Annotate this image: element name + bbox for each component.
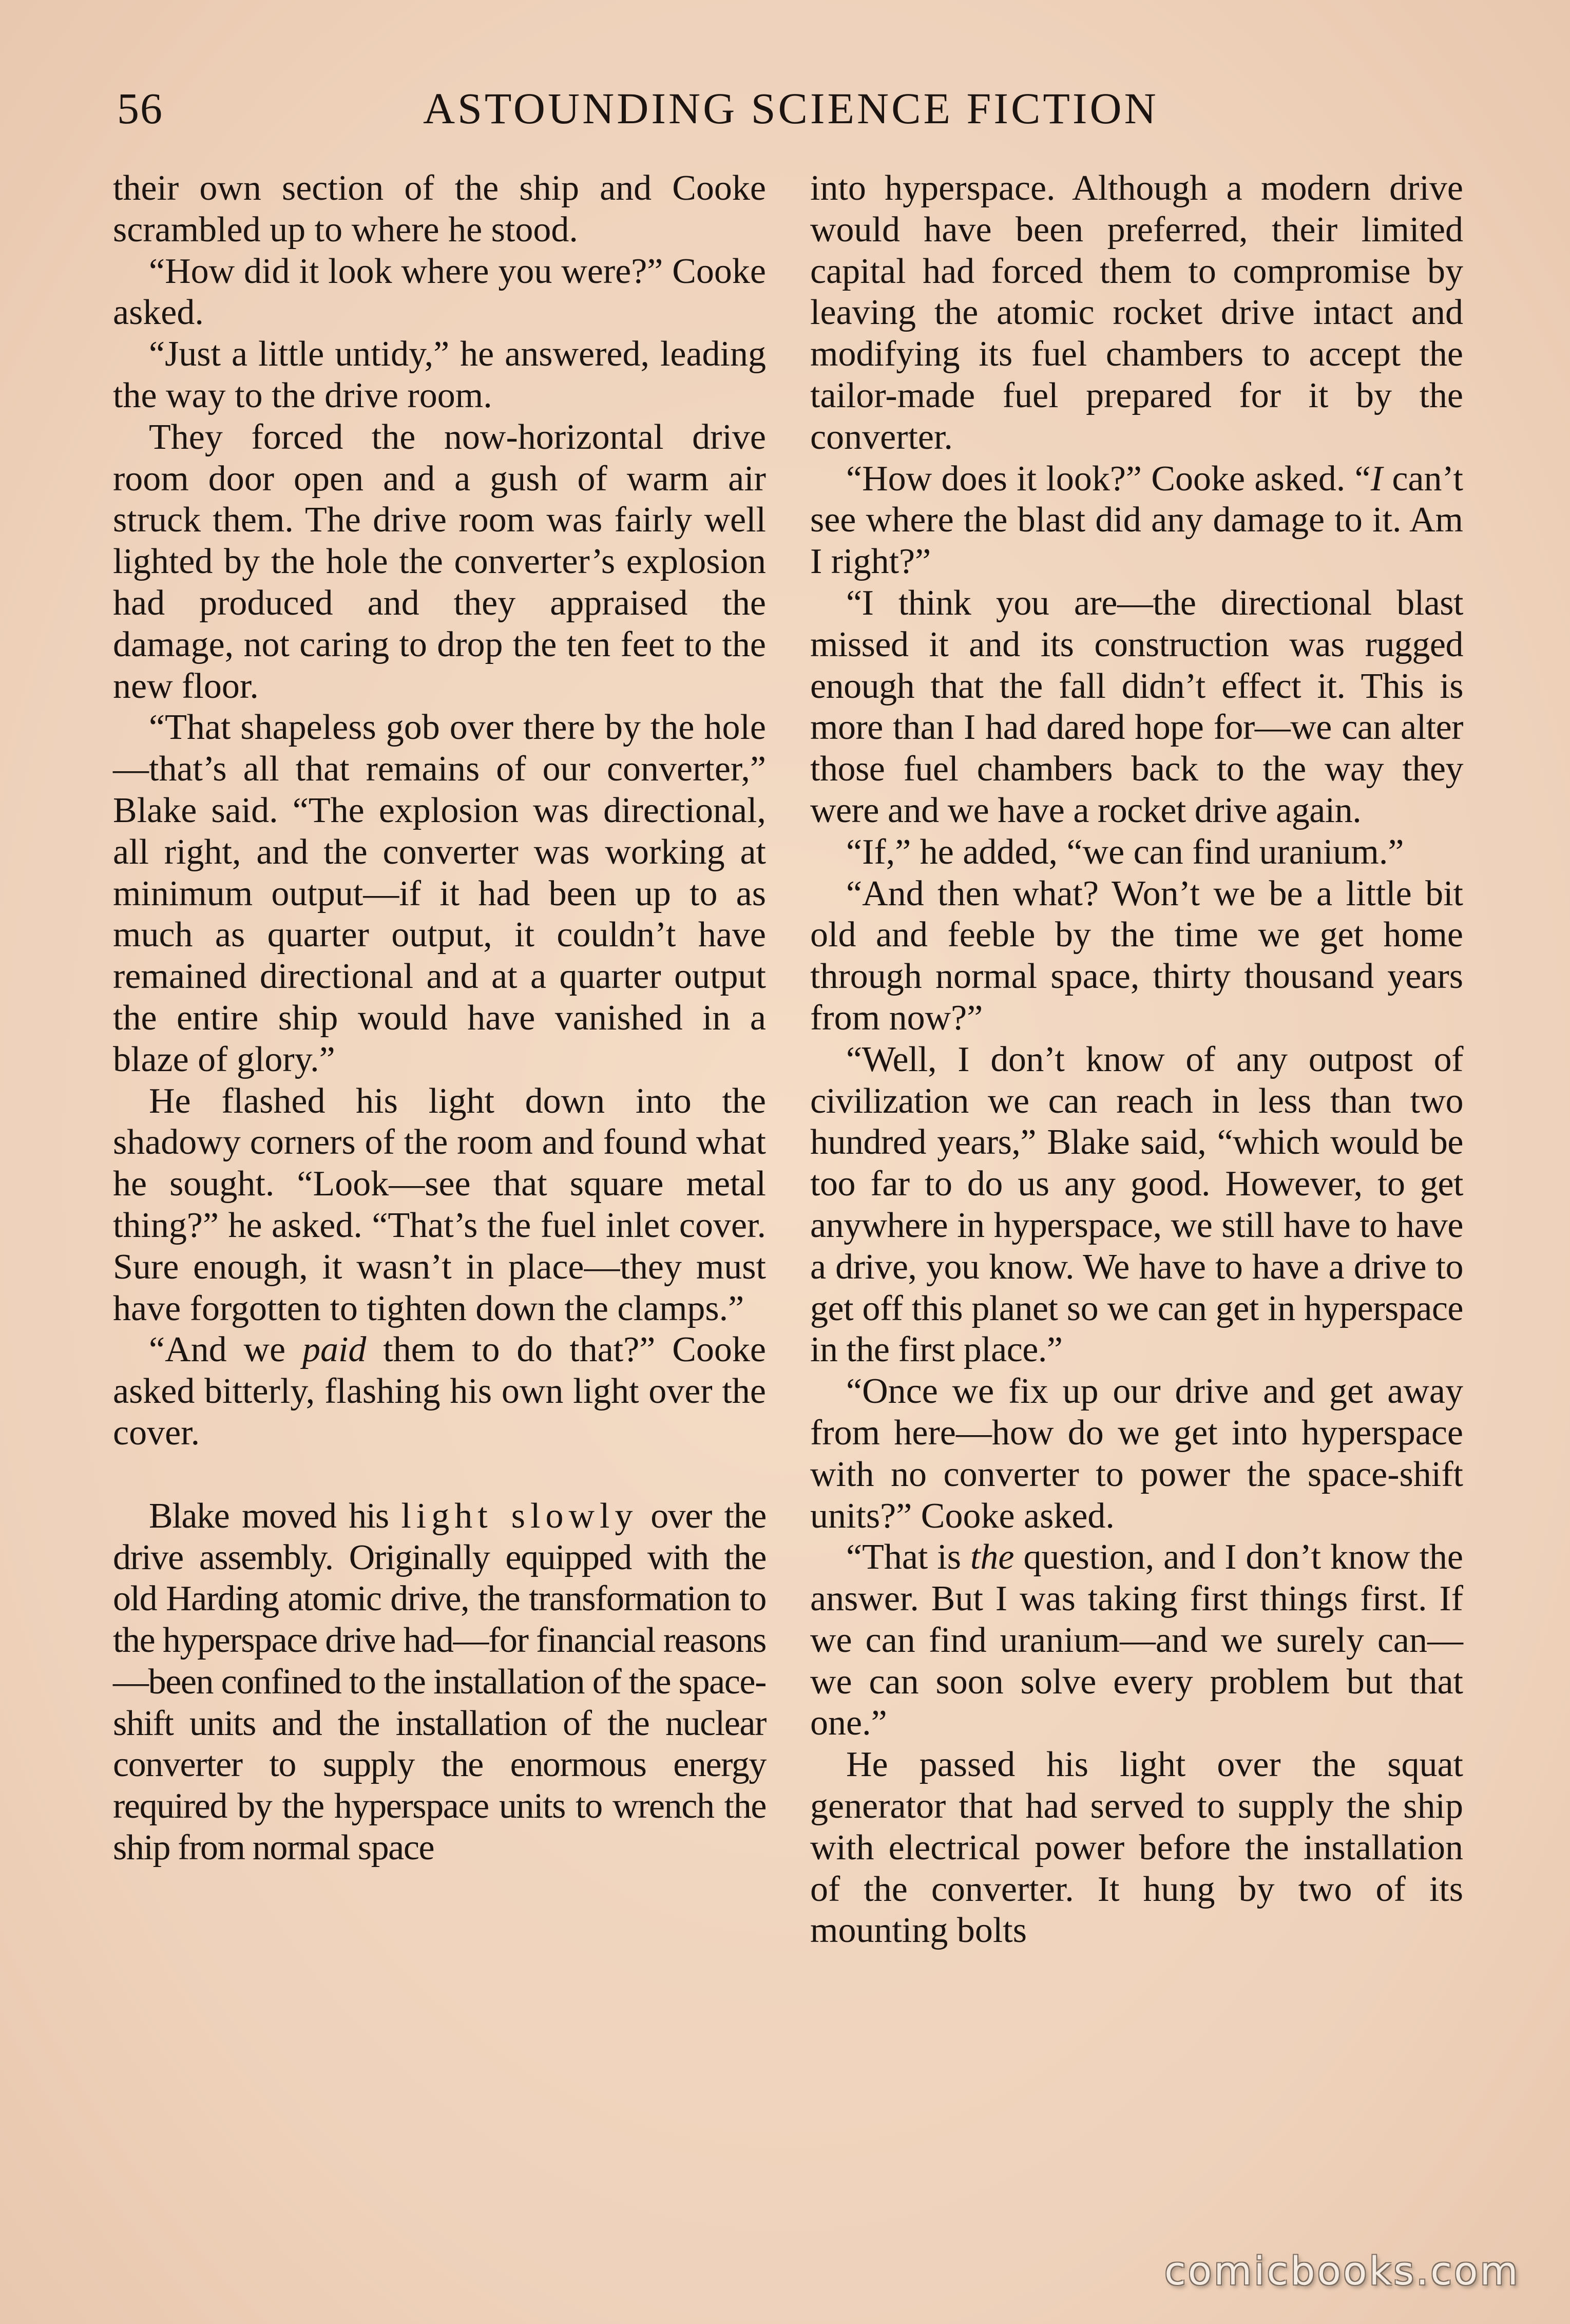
running-head: ASTOUNDING SCIENCE FICTION xyxy=(423,84,1159,133)
right-column xyxy=(810,168,1463,1952)
text-run: can’t see where the blast did any damage to it. Am I right?” xyxy=(810,459,1463,582)
paragraph: “If,” he added, “we can find uranium.” xyxy=(846,832,1404,872)
paragraph: They forced the now-horizontal drive room door open and a gush of warm air struck them. The drive room was fairly well lighted by the hole the converter’s explosion had produced and they appraised the damage, not caring to drop the ten feet to the new floor. xyxy=(113,417,766,706)
paragraph: “And then what? Won’t we be a little bit old and feeble by the time we get home through normal space, thirty thousand years from now?” xyxy=(810,873,1463,1038)
text-run: “That is xyxy=(846,1537,970,1577)
paragraph: “Well, I don’t know of any outpost of civilization we can reach in less than two hundred years,” Blake said, “which would be too far to do us any good. However, to get anywhere in hyperspace, we still have to have a drive, you know. We have to have a drive to get off this planet so we can get in hyperspace in the first place.” xyxy=(810,1039,1463,1370)
paragraph: into hyperspace. Although a modern drive would have been preferred, their limited capital had forced them to compromise by leaving the atomic rocket drive intact and modifying its fuel chambers to accept the tailor-made fuel prepared for it by the converter. xyxy=(810,168,1463,457)
text-run: “And we xyxy=(149,1330,302,1370)
paragraph xyxy=(113,1329,766,1454)
paragraph: He passed his light over the squat generator that had served to supply the ship with electrical power before the installation of the converter. It hung by two of its mounting bolts xyxy=(810,1745,1463,1951)
text-run: “How does it look?” Cooke asked. “ xyxy=(846,459,1371,499)
text-run: question, and I don’t know the answer. But I was taking first things first. If we can find uranium—and we surely can—we can soon solve every problem but that one.” xyxy=(810,1537,1463,1743)
paragraph: “How did it look where you were?” Cooke asked. xyxy=(113,251,766,333)
paragraph: “That shapeless gob over there by the hole—that’s all that remains of our converter,” Blake said. “The explosion was directional, all right, and the converter was working at minimum output—if it had been up to as much as quarter output, it couldn’t have remained directional and at a quarter output the entire ship would have vanished in a blaze of glory.” xyxy=(113,708,766,1079)
paragraph: “Once we fix up our drive and get away from here—how do we get into hyperspace with no converter to power the space-shift units?” Cooke asked. xyxy=(810,1371,1463,1536)
paragraph: “Just a little untidy,” he answered, leading the way to the drive room. xyxy=(113,334,766,415)
paragraph xyxy=(113,1496,766,1869)
italic-text: the xyxy=(970,1537,1014,1577)
paragraph: He flashed his light down into the shadowy corners of the room and found what he sought. “Look—see that square metal thing?” he asked. “That’s the fuel inlet cover. Sure enough, it wasn’t in place—they must have forgotten to tighten down the clamps.” xyxy=(113,1081,766,1328)
watermark: comicbooks.com xyxy=(1164,2248,1520,2294)
italic-text: I xyxy=(1370,459,1383,499)
paragraph xyxy=(810,459,1463,583)
italic-text: paid xyxy=(302,1330,367,1370)
page-number: 56 xyxy=(117,84,163,133)
text-run: over the drive assembly. Originally equipped with the old Harding atomic drive, the transformation to the hyperspace drive had—for financial reasons—been confined to the installation of the space-shift units and the installation of the nuclear converter to supply the enormous energy required by the hyperspace units to wrench the ship from normal space xyxy=(113,1496,766,1868)
paragraph xyxy=(810,1537,1463,1744)
text-run: them to do that?” Cooke asked bitterly, flashing his own light over the cover. xyxy=(113,1330,766,1453)
left-column xyxy=(113,168,766,1869)
text-run: Blake moved his xyxy=(149,1496,401,1536)
letterspaced-text: light slowly xyxy=(401,1496,638,1536)
paragraph: “I think you are—the directional blast missed it and its construction was rugged enough that the fall didn’t effect it. This is more than I had dared hope for—we can alter those fuel chambers back to the way they were and we have a rocket drive again. xyxy=(810,583,1463,830)
paragraph: their own section of the ship and Cooke scrambled up to where he stood. xyxy=(113,168,766,250)
